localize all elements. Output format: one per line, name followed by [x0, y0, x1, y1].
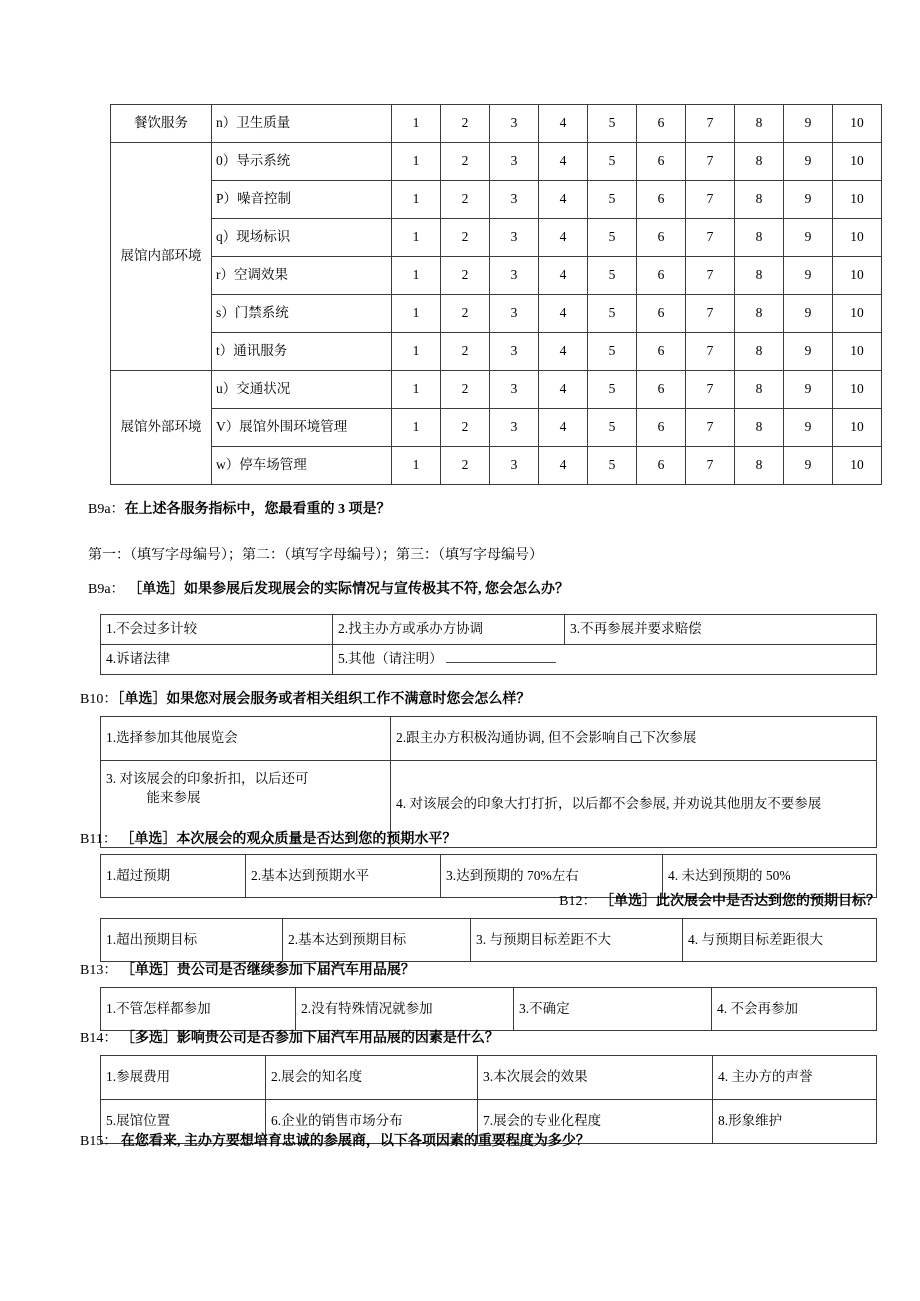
rating-scale-cell[interactable]: 2 [441, 257, 490, 295]
table-row [101, 644, 877, 674]
rating-scale-cell[interactable]: 4 [539, 371, 588, 409]
rating-scale-cell[interactable]: 6 [637, 333, 686, 371]
rating-scale-cell[interactable]: 3 [490, 257, 539, 295]
rating-scale-cell[interactable]: 5 [588, 143, 637, 181]
rating-item-label: 0）导示系统 [212, 143, 392, 181]
rating-scale-cell[interactable]: 6 [637, 105, 686, 143]
rating-scale-cell[interactable]: 9 [784, 409, 833, 447]
rating-scale-cell[interactable]: 1 [392, 295, 441, 333]
question-b9a-second-id: B9a： [88, 582, 125, 597]
rating-item-label: V）展馆外围环境管理 [212, 409, 392, 447]
rating-scale-cell[interactable]: 4 [539, 105, 588, 143]
rating-scale-cell[interactable]: 9 [784, 295, 833, 333]
b11-option-2[interactable]: 2.基本达到预期水平 [246, 855, 441, 898]
rating-scale-cell[interactable]: 2 [441, 333, 490, 371]
question-b14-id: B14： [80, 1031, 118, 1046]
rating-scale-cell[interactable]: 3 [490, 447, 539, 485]
rating-scale-cell[interactable]: 8 [735, 219, 784, 257]
table-row [111, 181, 882, 219]
question-b9a-top [88, 498, 391, 518]
b9a-options-table [100, 614, 877, 675]
b9a-option-1[interactable]: 1.不会过多计较 [101, 615, 333, 645]
question-b9a-top-text: 在上述各服务指标中，您最看重的 3 项是？ [124, 502, 391, 517]
question-b12-id: B12： [559, 894, 597, 909]
rating-scale-cell[interactable]: 10 [833, 105, 882, 143]
rating-scale-cell[interactable]: 8 [735, 143, 784, 181]
rating-scale-cell[interactable]: 2 [441, 371, 490, 409]
rating-scale-cell[interactable]: 10 [833, 295, 882, 333]
rating-scale-cell[interactable]: 5 [588, 105, 637, 143]
b9a-option-4[interactable]: 4.诉诸法律 [101, 644, 333, 674]
table-row [111, 295, 882, 333]
table-row [111, 257, 882, 295]
b12-option-3[interactable]: 3. 与预期目标差距不大 [471, 919, 683, 962]
b10-option-1[interactable]: 1.选择参加其他展览会 [101, 717, 391, 761]
rating-scale-cell[interactable]: 1 [392, 105, 441, 143]
b13-option-3[interactable]: 3.不确定 [514, 988, 712, 1031]
rating-scale-cell[interactable]: 8 [735, 257, 784, 295]
rating-scale-cell[interactable]: 4 [539, 333, 588, 371]
rating-scale-cell[interactable]: 4 [539, 143, 588, 181]
question-b13-id: B13： [80, 963, 118, 978]
rating-group-label: 展馆内部环境 [111, 143, 212, 371]
rank-fill-line[interactable]: 第一：（填写字母编号）；第二：（填写字母编号）；第三：（填写字母编号） [88, 548, 543, 563]
question-b15-id: B15： [80, 1134, 118, 1149]
rating-scale-cell[interactable]: 10 [833, 143, 882, 181]
b9a-option-3[interactable]: 3.不再参展并要求赔偿 [565, 615, 877, 645]
rating-scale-cell[interactable]: 6 [637, 295, 686, 333]
rating-scale-cell[interactable]: 1 [392, 333, 441, 371]
b11-option-1[interactable]: 1.超过预期 [101, 855, 246, 898]
b14-option-1[interactable]: 1.参展费用 [101, 1056, 266, 1100]
question-b9a-top-id: B9a： [88, 502, 125, 517]
rating-item-label: w）停车场管理 [212, 447, 392, 485]
question-b14-text: ［多选］影响贵公司是否参加下届汽车用品展的因素是什么？ [120, 1031, 499, 1046]
rating-scale-cell[interactable]: 3 [490, 295, 539, 333]
rating-item-label: r）空调效果 [212, 257, 392, 295]
b9a-option-2[interactable]: 2.找主办方或承办方协调 [333, 615, 565, 645]
rating-scale-cell[interactable]: 8 [735, 333, 784, 371]
rating-scale-cell[interactable]: 8 [735, 447, 784, 485]
b14-option-3[interactable]: 3.本次展会的效果 [478, 1056, 713, 1100]
b12-option-1[interactable]: 1.超出预期目标 [101, 919, 283, 962]
rating-scale-cell[interactable]: 4 [539, 219, 588, 257]
rating-scale-cell[interactable]: 7 [686, 447, 735, 485]
question-b14 [80, 1027, 499, 1047]
question-b15 [80, 1130, 590, 1150]
question-b9a-second-text: ［单选］如果参展后发现展会的实际情况与宣传极其不符, 您会怎么办？ [128, 582, 570, 597]
rating-scale-cell[interactable]: 1 [392, 143, 441, 181]
rating-scale-cell[interactable]: 6 [637, 257, 686, 295]
rating-scale-cell[interactable]: 1 [392, 219, 441, 257]
rating-scale-cell[interactable]: 5 [588, 447, 637, 485]
rating-scale-cell[interactable]: 9 [784, 447, 833, 485]
rating-scale-cell[interactable]: 9 [784, 257, 833, 295]
b13-option-4[interactable]: 4. 不会再参加 [712, 988, 877, 1031]
b12-option-4[interactable]: 4. 与预期目标差距很大 [683, 919, 877, 962]
rating-scale-cell[interactable]: 8 [735, 105, 784, 143]
b10-option-3-line2: 能来参展 [146, 789, 201, 805]
b10-option-2[interactable]: 2.跟主办方积极沟通协调, 但不会影响自己下次参展 [391, 717, 877, 761]
rating-scale-cell[interactable]: 5 [588, 371, 637, 409]
rating-group-label: 餐饮服务 [111, 105, 212, 143]
rating-scale-cell[interactable]: 7 [686, 409, 735, 447]
b12-options-table [100, 918, 877, 962]
b9a-option-5-blank[interactable] [446, 650, 556, 662]
rating-scale-cell[interactable]: 7 [686, 181, 735, 219]
rating-scale-cell[interactable]: 5 [588, 295, 637, 333]
table-row [111, 447, 882, 485]
b14-option-4[interactable]: 4. 主办方的声誉 [713, 1056, 877, 1100]
b14-option-7[interactable]: 7.展会的专业化程度 [478, 1100, 713, 1144]
b9a-option-5-label: 5.其他（请注明） [338, 650, 443, 666]
rating-item-label: t）通讯服务 [212, 333, 392, 371]
question-b11-id: B11： [80, 832, 117, 847]
b11-option-4[interactable]: 4. 未达到预期的 50% [663, 855, 877, 898]
question-b11 [80, 828, 456, 848]
rating-scale-cell[interactable]: 3 [490, 371, 539, 409]
question-b15-text: 在您看来, 主办方要想培育忠诚的参展商，以下各项因素的重要程度为多少？ [120, 1134, 590, 1149]
rating-scale-cell[interactable]: 7 [686, 371, 735, 409]
table-row [101, 615, 877, 645]
rating-scale-cell[interactable]: 3 [490, 219, 539, 257]
rating-scale-cell[interactable]: 8 [735, 371, 784, 409]
rating-scale-cell[interactable]: 8 [735, 181, 784, 219]
b13-option-1[interactable]: 1.不管怎样都参加 [101, 988, 296, 1031]
question-b10 [80, 688, 530, 708]
rating-table [110, 104, 882, 485]
rating-item-label: n）卫生质量 [212, 105, 392, 143]
rating-group-label: 展馆外部环境 [111, 371, 212, 485]
rating-scale-cell[interactable]: 2 [441, 105, 490, 143]
question-b12-text: ［单选］此次展会中是否达到您的预期目标？ [600, 894, 880, 909]
table-row [111, 105, 882, 143]
question-b10-text: ［单选］如果您对展会服务或者相关组织工作不满意时您会怎么样？ [117, 692, 531, 707]
rating-scale-cell[interactable]: 6 [637, 181, 686, 219]
b13-option-2[interactable]: 2.没有特殊情况就参加 [296, 988, 514, 1031]
rating-scale-cell[interactable]: 9 [784, 105, 833, 143]
rating-scale-cell[interactable]: 10 [833, 181, 882, 219]
table-row [101, 1056, 877, 1100]
rating-scale-cell[interactable]: 9 [784, 143, 833, 181]
table-row [101, 988, 877, 1031]
rating-scale-cell[interactable]: 1 [392, 409, 441, 447]
rating-scale-cell[interactable]: 10 [833, 257, 882, 295]
rating-scale-cell[interactable]: 2 [441, 409, 490, 447]
table-row [111, 219, 882, 257]
rating-scale-cell[interactable]: 9 [784, 333, 833, 371]
rating-scale-cell[interactable]: 8 [735, 295, 784, 333]
question-b12 [559, 890, 880, 910]
table-row [111, 333, 882, 371]
table-row [111, 143, 882, 181]
rating-scale-cell[interactable]: 4 [539, 409, 588, 447]
rating-scale-cell[interactable]: 10 [833, 219, 882, 257]
rating-scale-cell[interactable]: 7 [686, 105, 735, 143]
rating-item-label: q）现场标识 [212, 219, 392, 257]
rating-scale-cell[interactable]: 1 [392, 371, 441, 409]
rating-scale-cell[interactable]: 7 [686, 143, 735, 181]
rating-scale-cell[interactable]: 6 [637, 371, 686, 409]
rating-scale-cell[interactable]: 3 [490, 409, 539, 447]
rating-scale-cell[interactable]: 1 [392, 181, 441, 219]
rating-scale-cell[interactable]: 1 [392, 447, 441, 485]
rating-scale-cell[interactable]: 2 [441, 295, 490, 333]
b14-option-8[interactable]: 8.形象维护 [713, 1100, 877, 1144]
rating-scale-cell[interactable]: 9 [784, 219, 833, 257]
rating-scale-cell[interactable]: 2 [441, 143, 490, 181]
rating-scale-cell[interactable]: 10 [833, 333, 882, 371]
question-b10-id: B10： [80, 692, 118, 707]
b14-option-6[interactable]: 6.企业的销售市场分布 [266, 1100, 478, 1144]
rating-scale-cell[interactable]: 10 [833, 371, 882, 409]
table-row [101, 919, 877, 962]
rating-scale-cell[interactable]: 7 [686, 257, 735, 295]
question-b13 [80, 959, 415, 979]
rating-scale-cell[interactable]: 5 [588, 409, 637, 447]
b9a-option-5[interactable] [333, 644, 877, 674]
rating-scale-cell[interactable]: 6 [637, 219, 686, 257]
rating-scale-cell[interactable]: 9 [784, 371, 833, 409]
rating-item-label: u）交通状况 [212, 371, 392, 409]
b12-option-2[interactable]: 2.基本达到预期目标 [283, 919, 471, 962]
b10-option-4[interactable]: 4. 对该展会的印象大打打折，以后都不会参展, 并劝说其他朋友不要参展 [391, 761, 877, 848]
rating-scale-cell[interactable]: 4 [539, 181, 588, 219]
b10-option-3-line1: 3. 对该展会的印象折扣，以后还可 [106, 771, 309, 786]
rating-scale-cell[interactable]: 6 [637, 409, 686, 447]
rating-scale-cell[interactable]: 4 [539, 447, 588, 485]
rating-scale-cell[interactable]: 3 [490, 181, 539, 219]
question-b9a-second [88, 578, 569, 598]
rating-scale-cell[interactable]: 2 [441, 181, 490, 219]
question-b11-text: ［单选］本次展会的观众质量是否达到您的预期水平？ [120, 832, 457, 847]
table-row [111, 371, 882, 409]
table-row [101, 717, 877, 761]
rating-scale-cell[interactable]: 5 [588, 333, 637, 371]
rating-scale-cell[interactable]: 10 [833, 409, 882, 447]
rating-scale-cell[interactable]: 8 [735, 409, 784, 447]
rating-scale-cell[interactable]: 4 [539, 295, 588, 333]
rating-scale-cell[interactable]: 6 [637, 447, 686, 485]
rating-scale-cell[interactable]: 3 [490, 143, 539, 181]
rating-scale-cell[interactable]: 5 [588, 257, 637, 295]
b14-option-2[interactable]: 2.展会的知名度 [266, 1056, 478, 1100]
rating-scale-cell[interactable]: 5 [588, 181, 637, 219]
rating-scale-cell[interactable]: 1 [392, 257, 441, 295]
rating-scale-cell[interactable]: 7 [686, 295, 735, 333]
rating-scale-cell[interactable]: 7 [686, 333, 735, 371]
rating-scale-cell[interactable]: 7 [686, 219, 735, 257]
rating-scale-cell[interactable]: 6 [637, 143, 686, 181]
rating-scale-cell[interactable]: 4 [539, 257, 588, 295]
table-row [111, 409, 882, 447]
b13-options-table [100, 987, 877, 1031]
rating-scale-cell[interactable]: 9 [784, 181, 833, 219]
rating-item-label: s）门禁系统 [212, 295, 392, 333]
service-rating-matrix [110, 104, 882, 485]
rating-scale-cell[interactable]: 3 [490, 333, 539, 371]
rating-scale-cell[interactable]: 2 [441, 447, 490, 485]
b14-option-5[interactable]: 5.展馆位置 [101, 1100, 266, 1144]
question-b13-text: ［单选］贵公司是否继续参加下届汽车用品展？ [120, 963, 415, 978]
rating-scale-cell[interactable]: 10 [833, 447, 882, 485]
rating-scale-cell[interactable]: 2 [441, 219, 490, 257]
b11-option-3[interactable]: 3.达到预期的 70%左右 [441, 855, 663, 898]
rating-scale-cell[interactable]: 3 [490, 105, 539, 143]
rating-item-label: P）噪音控制 [212, 181, 392, 219]
rating-scale-cell[interactable]: 5 [588, 219, 637, 257]
